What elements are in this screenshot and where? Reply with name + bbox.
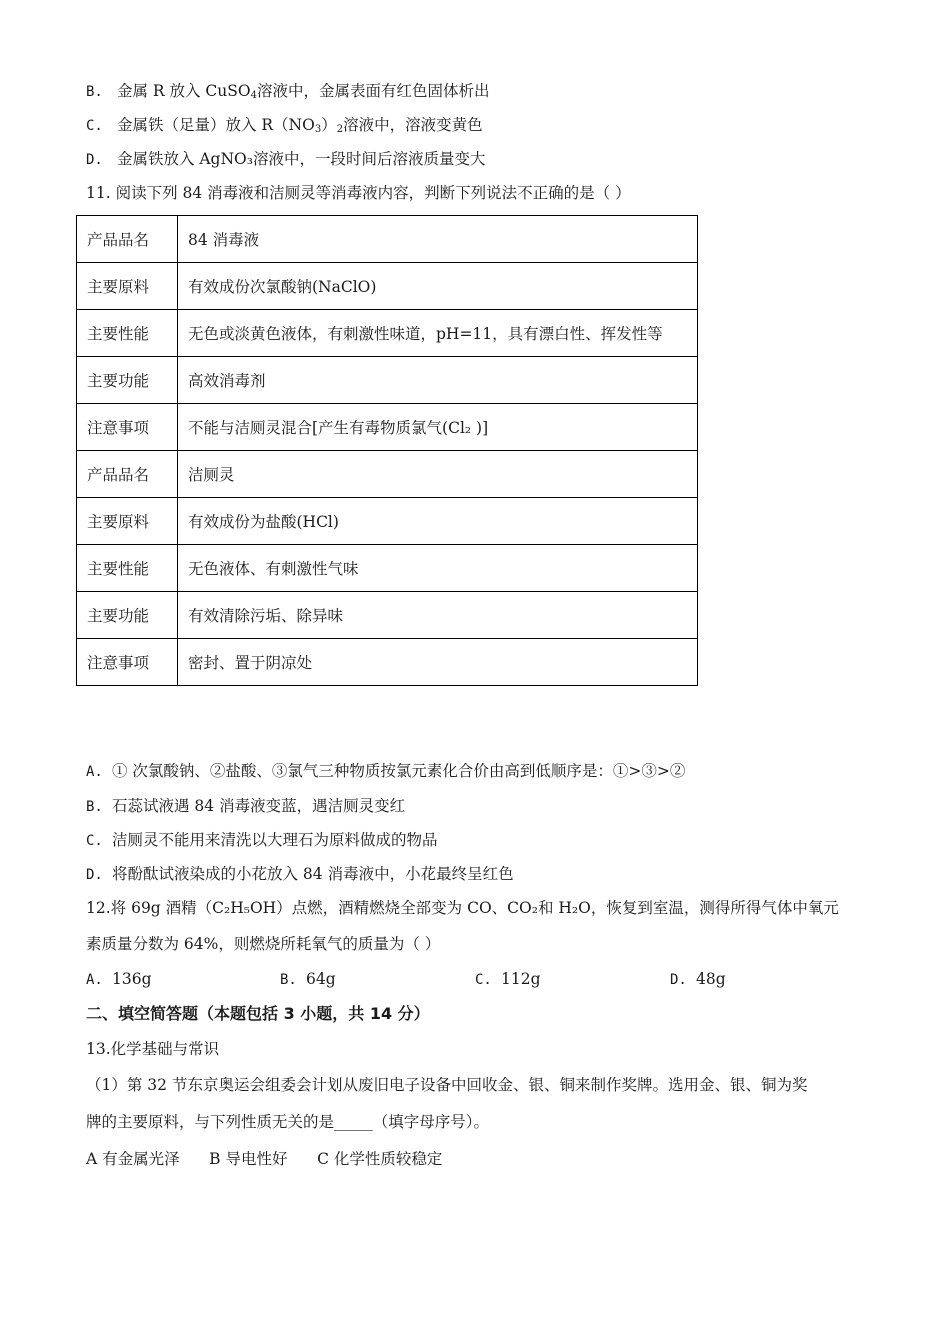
table-cell-key: 主要功能 (77, 592, 178, 639)
table-row (77, 310, 698, 357)
table-cell-value: 有效清除污垢、除异味 (178, 592, 698, 639)
table-cell-value: 不能与洁厕灵混合[产生有毒物质氯气(Cl₂ )] (178, 404, 698, 451)
table-cell-value: 有效成份次氯酸钠(NaClO) (178, 263, 698, 310)
table-row (77, 498, 698, 545)
table-cell-key: 主要性能 (77, 545, 178, 592)
table-cell-key: 注意事项 (77, 639, 178, 686)
table-cell-key: 主要性能 (77, 310, 178, 357)
table-cell-value: 高效消毒剂 (178, 357, 698, 404)
table-cell-key: 主要原料 (77, 263, 178, 310)
q13-title: 13.化学基础与常识 (86, 1040, 220, 1058)
table-cell-key: 注意事项 (77, 404, 178, 451)
q12-option-c: C. 112g (475, 970, 541, 988)
table-row (77, 357, 698, 404)
table-row (77, 639, 698, 686)
q12-option-a: A. 136g (86, 970, 152, 988)
q11-option-a: A. ① 次氯酸钠、②盐酸、③氯气三种物质按氯元素化合价由高到低顺序是：①>③>② (86, 762, 686, 780)
table-cell-value: 无色液体、有刺激性气味 (178, 545, 698, 592)
q12-stem-line1: 12.将 69g 酒精（C₂H₅OH）点燃，酒精燃烧全部变为 CO、CO₂和 H₂O，恢复到室温，测得所得气体中氧元 (86, 899, 839, 917)
q12-option-d: D. 48g (670, 970, 726, 988)
option-label: D. (86, 152, 103, 168)
table-cell-value: 密封、置于阴凉处 (178, 639, 698, 686)
option-label: C. (86, 118, 103, 134)
table-cell-value: 84 消毒液 (178, 216, 698, 263)
q12-option-b: B. 64g (280, 970, 336, 988)
q11-option-d: D. 将酚酞试液染成的小花放入 84 消毒液中，小花最终呈红色 (86, 865, 514, 883)
table-cell-value: 有效成份为盐酸(HCl) (178, 498, 698, 545)
q10-option-b: B. 金属 R 放入 CuSO$_4$溶液中，金属表面有红色固体析出 (86, 82, 490, 101)
table-cell-value: 洁厕灵 (178, 451, 698, 498)
option-label: B. (86, 84, 103, 100)
table-cell-key: 主要原料 (77, 498, 178, 545)
q11-option-b: B. 石蕊试液遇 84 消毒液变蓝，遇洁厕灵变红 (86, 797, 406, 815)
table-cell-key: 产品品名 (77, 451, 178, 498)
q10-option-c: C. 金属铁（足量）放入 $R(NO_3)_2$溶液中，溶液变黄色 (86, 116, 483, 135)
q13-p1-line1: （1）第 32 节东京奥运会组委会计划从废旧电子设备中回收金、银、铜来制作奖牌。选用金、银、铜为奖 (86, 1076, 808, 1094)
q11-option-c: C. 洁厕灵不能用来清洗以大理石为原料做成的物品 (86, 831, 438, 849)
q11-stem: 11. 阅读下列 84 消毒液和洁厕灵等消毒液内容，判断下列说法不正确的是（ ） (86, 184, 631, 202)
q12-stem-line2: 素质量分数为 64%，则燃烧所耗氧气的质量为（ ） (86, 935, 441, 953)
table-cell-value: 无色或淡黄色液体，有刺激性味道，pH=11，具有漂白性、挥发性等 (178, 310, 698, 357)
disinfectant-info-table (76, 215, 698, 686)
table-row (77, 592, 698, 639)
section-heading: 二、填空简答题（本题包括 3 小题，共 14 分） (86, 1004, 430, 1023)
table-row (77, 545, 698, 592)
q13-choices: A 有金属光泽 B 导电性好 C 化学性质较稳定 (86, 1150, 443, 1168)
q10-option-d: D. 金属铁放入 AgNO₃溶液中，一段时间后溶液质量变大 (86, 148, 485, 171)
table-cell-key: 产品品名 (77, 216, 178, 263)
table-cell-key: 主要功能 (77, 357, 178, 404)
table-row (77, 451, 698, 498)
q13-p1-line2: 牌的主要原料，与下列性质无关的是_____（填字母序号）。 (86, 1113, 490, 1131)
table-row (77, 263, 698, 310)
table-row (77, 404, 698, 451)
table-row (77, 216, 698, 263)
